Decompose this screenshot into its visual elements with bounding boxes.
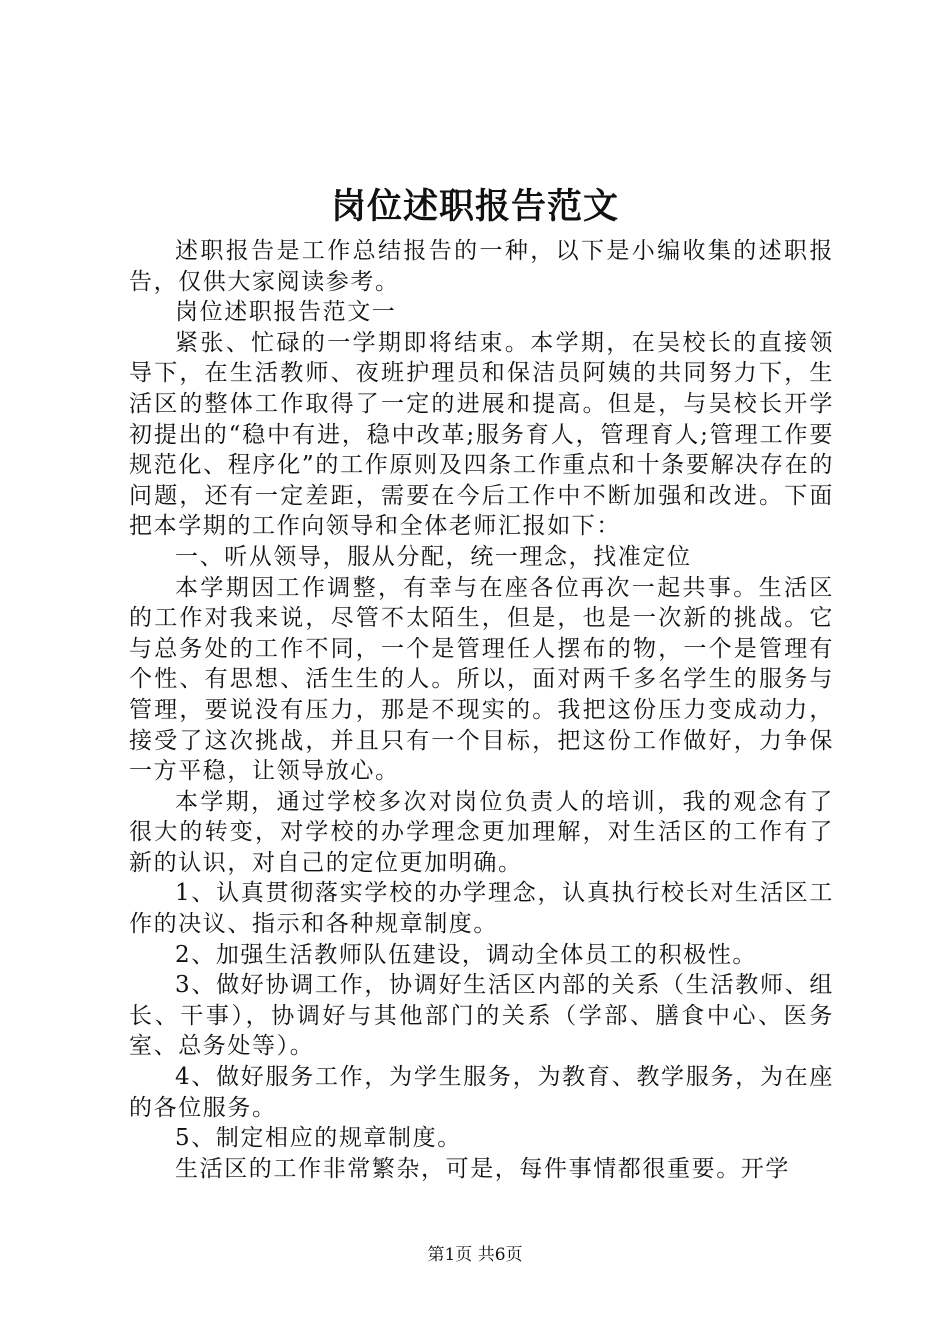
section-heading: 岗位述职报告范文一 <box>175 299 397 326</box>
list-item: 3、做好协调工作，协调好生活区内部的关系（生活教师、组长、干事），协调好与其他部门的关系（学部、膳食中心、医务室、总务处等）。 <box>129 972 834 1060</box>
page-number-footer: 第1页 共6页 <box>427 1245 523 1265</box>
list-item: 4、做好服务工作，为学生服务，为教育、教学服务，为在座的各位服务。 <box>129 1064 834 1121</box>
paragraph: 本学期，通过学校多次对岗位负责人的培训，我的观念有了很大的转变，对学校的办学理念更加理解，对生活区的工作有了新的认识，对自己的定位更加明确。 <box>129 788 834 876</box>
paragraph: 本学期因工作调整，有幸与在座各位再次一起共事。生活区的工作对我来说，尽管不太陌生，但是，也是一次新的挑战。它与总务处的工作不同，一个是管理任人摆布的物，一个是管理有个性、有思想、活生生的人。所以，面对两千多名学生的服务与管理，要说没有压力，那是不现实的。我把这份压力变成动力，接受了这次挑战，并且只有一个目标，把这份工作做好，力争保一方平稳，让领导放心。 <box>129 574 834 785</box>
list-item: 2、加强生活教师队伍建设，调动全体员工的积极性。 <box>175 941 758 968</box>
list-item: 5、制定相应的规章制度。 <box>175 1125 462 1152</box>
paragraph: 述职报告是工作总结报告的一种，以下是小编收集的述职报告，仅供大家阅读参考。 <box>129 238 834 295</box>
document-body <box>129 236 834 1184</box>
paragraph: 紧张、忙碌的一学期即将结束。本学期，在吴校长的直接领导下，在生活教师、夜班护理员和保洁员阿姨的共同努力下，生活区的整体工作取得了一定的进展和提高。但是，与吴校长开学初提出的“稳中有进，稳中改革;服务育人，管理育人;管理工作要规范化、程序化”的工作原则及四条工作重点和十条要解决存在的问题，还有一定差距，需要在今后工作中不断加强和改进。下面把本学期的工作向领导和全体老师汇报如下： <box>129 329 834 540</box>
paragraph: 生活区的工作非常繁杂，可是，每件事情都很重要。开学 <box>175 1155 790 1182</box>
document-title: 岗位述职报告范文 <box>330 186 619 227</box>
list-item: 1、认真贯彻落实学校的办学理念，认真执行校长对生活区工作的决议、指示和各种规章制度。 <box>129 880 834 938</box>
section-heading: 一、听从领导，服从分配，统一理念，找准定位 <box>175 543 692 570</box>
